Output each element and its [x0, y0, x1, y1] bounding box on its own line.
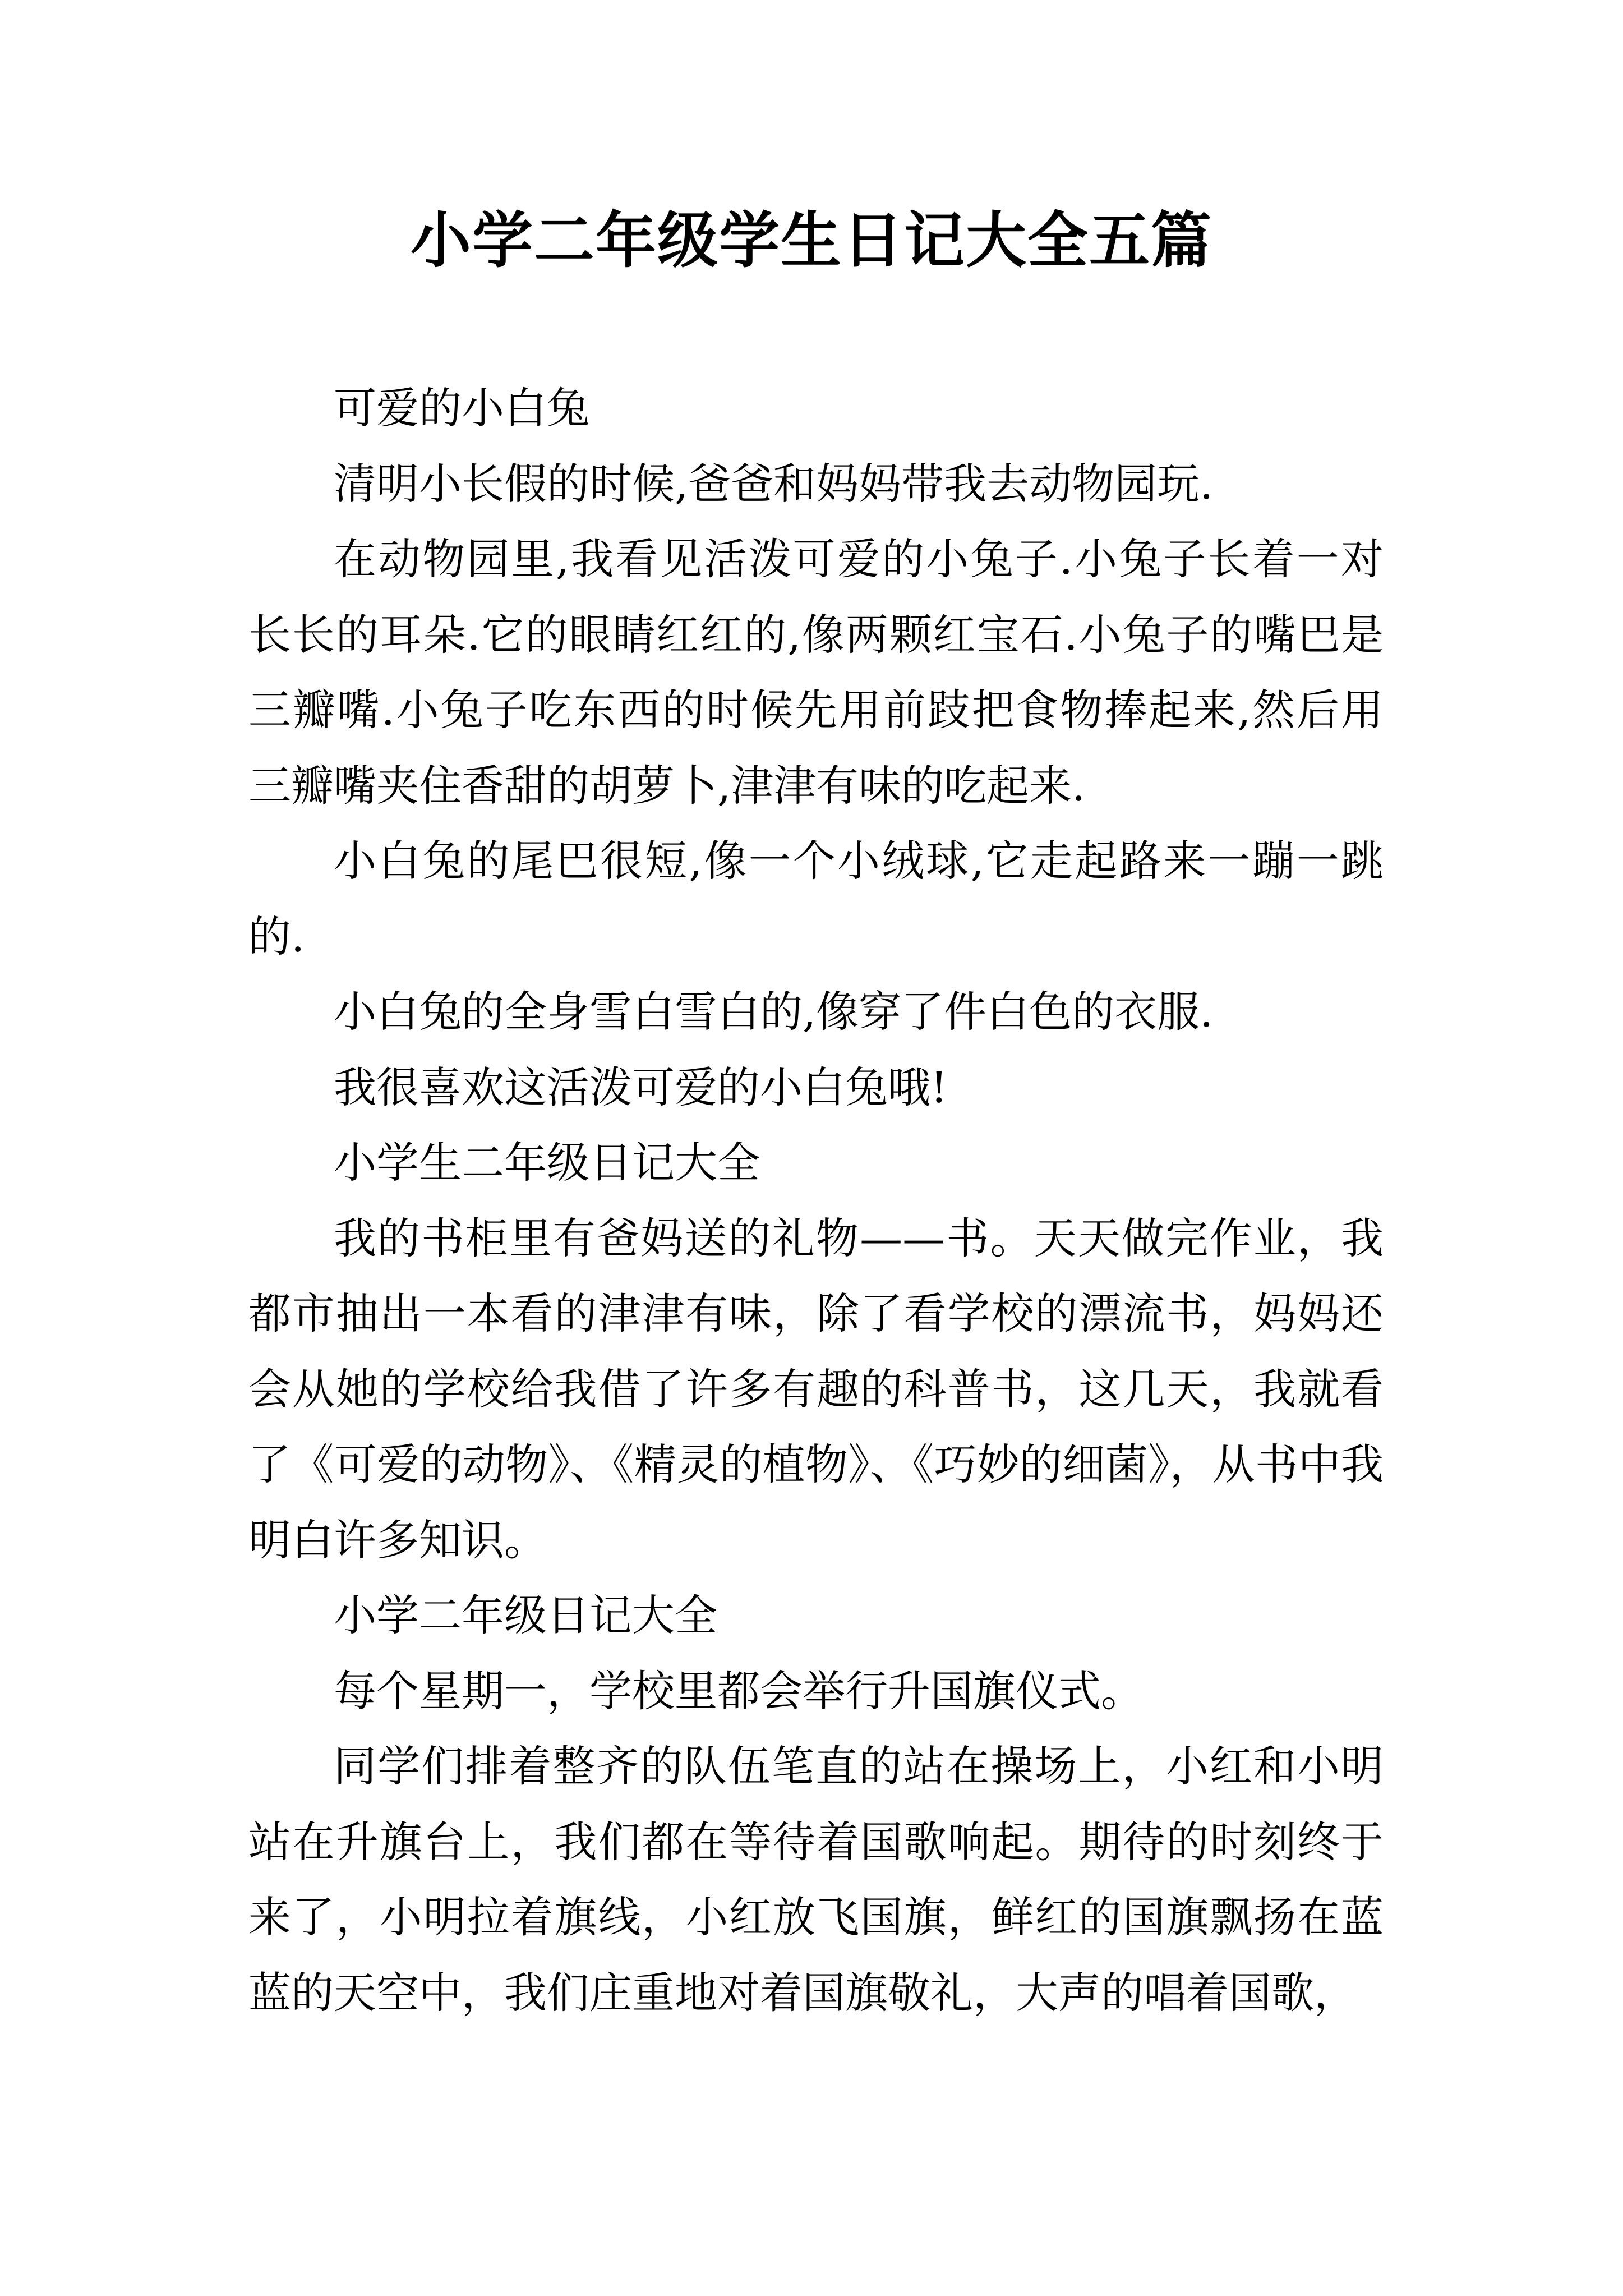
paragraph-5: 小白兔的全身雪白雪白的,像穿了件白色的衣服. [334, 987, 1214, 1037]
paragraph-3: 在动物园里,我看见活泼可爱的小兔子.小兔子长着一对长长的耳朵.它的眼睛红红的,像两颗红宝石.小兔子的嘴巴是三瓣嘴.小兔子吃东西的时候先用前跂把食物捧起来,然后用三瓣嘴夹住香甜的胡萝卜,津津有味的吃起来. [248, 534, 1384, 811]
paragraph-7: 小学生二年级日记大全 [334, 1138, 760, 1188]
document-body [248, 371, 1384, 2031]
paragraph-8: 我的书柜里有爸妈送的礼物——书。天天做完作业，我都市抽出一本看的津津有味，除了看学校的漂流书，妈妈还会从她的学校给我借了许多有趣的科普书，这几天，我就看了《可爱的动物》、《精灵的植物》、《巧妙的细菌》，从书中我明白许多知识。 [248, 1213, 1384, 1565]
paragraph-4: 小白兔的尾巴很短,像一个小绒球,它走起路来一蹦一跳的. [248, 836, 1384, 961]
paragraph-10: 每个星期一，学校里都会举行升国旗仪式。 [334, 1665, 1144, 1716]
paragraph-2: 清明小长假的时候,爸爸和妈妈带我去动物园玩. [334, 458, 1214, 509]
paragraph-1: 可爱的小白兔 [334, 383, 589, 433]
paragraph-11: 同学们排着整齐的队伍笔直的站在操场上，小红和小明站在升旗台上，我们都在等待着国歌响起。期待的时刻终于来了，小明拉着旗线，小红放飞国旗，鲜红的国旗飘扬在蓝蓝的天空中，我们庄重地对着国旗敬礼，大声的唱着国歌， [248, 1741, 1384, 2018]
paragraph-6: 我很喜欢这活泼可爱的小白兔哦! [334, 1062, 948, 1112]
paragraph-9: 小学二年级日记大全 [334, 1590, 717, 1640]
document-title: 小学二年级学生日记大全五篇 [410, 206, 1212, 276]
